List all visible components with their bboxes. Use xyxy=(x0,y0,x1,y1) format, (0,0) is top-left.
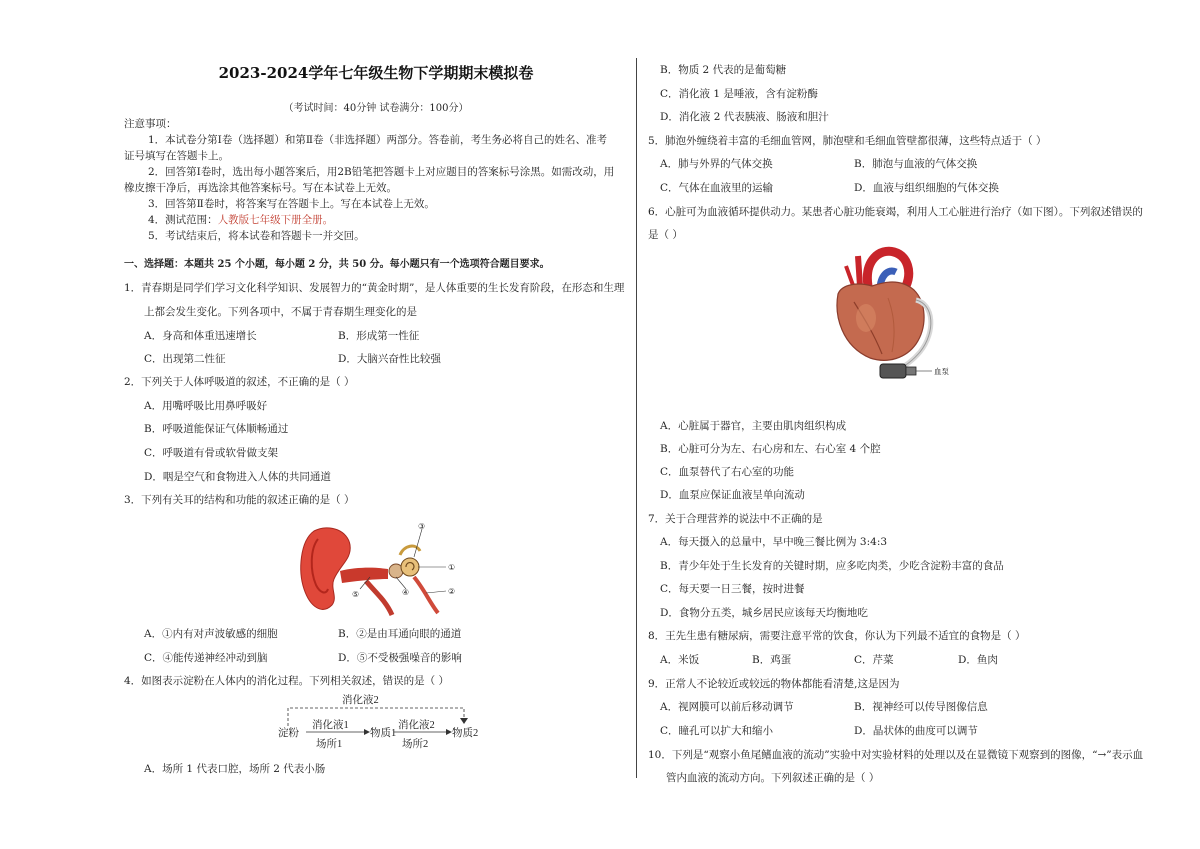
q5-option-a: A．肺与外界的气体交换 xyxy=(660,158,773,170)
q5-stem: 5．肺泡外缠绕着丰富的毛细血管网，肺泡壁和毛细血管壁都很薄，这些特点适于（ ） xyxy=(648,135,1047,147)
q1-option-b: B．形成第一性征 xyxy=(338,330,420,342)
q5-option-d: D．血液与组织细胞的气体交换 xyxy=(854,182,999,194)
q1-stem-cont: 上都会发生变化。下列各项中，不属于青春期生理变化的是 xyxy=(144,306,417,318)
ear-label-2: ② xyxy=(448,587,456,596)
q5-option-b: B．肺泡与血液的气体交换 xyxy=(854,158,978,170)
q9-option-d: D．晶状体的曲度可以调节 xyxy=(854,725,978,737)
ear-label-5: ⑤ xyxy=(352,590,360,599)
q2-option-c: C．呼吸道有骨或软骨做支架 xyxy=(144,447,279,459)
q5-option-c: C．气体在血液里的运输 xyxy=(660,182,774,194)
q10-stem-cont: 管内血液的流动方向。下列叙述正确的是（ ） xyxy=(666,772,880,784)
note-2-cont: 橡皮擦干净后，再选涂其他答案标号。写在本试卷上无效。 xyxy=(124,182,397,194)
note-4 xyxy=(148,213,333,227)
flow-liquid-2: 消化液2 xyxy=(398,720,435,731)
ear-label-1: ① xyxy=(448,563,456,572)
q9-option-c: C．瞳孔可以扩大和缩小 xyxy=(660,725,774,737)
q4-option-b: B．物质 2 代表的是葡萄糖 xyxy=(660,64,787,76)
ear-diagram xyxy=(296,519,476,619)
q6-stem-cont: 是（ ） xyxy=(648,229,683,241)
q1-option-a: A．身高和体重迅速增长 xyxy=(144,330,257,342)
q7-option-a: A．每天摄入的总量中，早中晚三餐比例为 3:4:3 xyxy=(660,536,888,548)
q8-option-a: A．米饭 xyxy=(660,654,700,666)
flow-place-1: 场所1 xyxy=(316,739,343,750)
q10-stem: 10．下列是“观察小鱼尾鳍血液的流动”实验中对实验材料的处理以及在显微镜下观察到的图像，“→”表示血 xyxy=(648,749,1144,761)
q3-option-a: A．①内有对声波敏感的细胞 xyxy=(144,628,278,640)
note-2: 2．回答第Ⅰ卷时，选出每小题答案后，用2B铅笔把答题卡上对应题目的答案标号涂黑。如需改动，用 xyxy=(148,166,615,178)
exam-info: （考试时间：40分钟 试卷满分：100分） xyxy=(283,103,469,114)
q6-option-d: D．血泵应保证血液呈单向流动 xyxy=(660,489,805,501)
q1-stem: 1．青春期是同学们学习文化科学知识、发展智力的“黄金时期”，是人体重要的生长发育阶段，在形态和生理 xyxy=(124,282,625,294)
q8-option-c: C．芹菜 xyxy=(854,654,894,666)
q2-option-b: B．呼吸道能保证气体顺畅通过 xyxy=(144,423,289,435)
q2-stem: 2．下列关于人体呼吸道的叙述，不正确的是（ ） xyxy=(124,376,355,388)
q7-option-b: B．青少年处于生长发育的关键时期，应多吃肉类，少吃含淀粉丰富的食品 xyxy=(660,560,1004,572)
ear-label-3: ③ xyxy=(418,522,426,531)
page-title: 2023-2024学年七年级生物下学期期末模拟卷 xyxy=(218,64,534,82)
q9-option-b: B．视神经可以传导图像信息 xyxy=(854,701,988,713)
q4-option-c: C．消化液 1 是唾液，含有淀粉酶 xyxy=(660,88,818,100)
q3-stem: 3．下列有关耳的结构和功能的叙述正确的是（ ） xyxy=(124,494,355,506)
q7-option-d: D．食物分五类，城乡居民应该每天均衡地吃 xyxy=(660,607,868,619)
q6-option-c: C．血泵替代了右心室的功能 xyxy=(660,466,795,478)
q7-stem: 7．关于合理营养的说法中不正确的是 xyxy=(648,513,823,525)
artificial-heart-diagram xyxy=(824,246,964,384)
note-5: 5．考试结束后，将本试卷和答题卡一并交回。 xyxy=(148,230,365,242)
flow-starch: 淀粉 xyxy=(278,728,299,739)
notes-heading: 注意事项： xyxy=(124,118,177,130)
q9-option-a: A．视网膜可以前后移动调节 xyxy=(660,701,794,713)
q3-option-c: C．④能传递神经冲动到脑 xyxy=(144,652,268,664)
q1-option-d: D．大脑兴奋性比较强 xyxy=(338,353,441,365)
q4-option-a: A．场所 1 代表口腔，场所 2 代表小肠 xyxy=(144,763,326,775)
test-scope: 人教版七年级下册全册。 xyxy=(217,214,334,226)
flow-top-label: 消化液2 xyxy=(342,695,379,706)
ear-label-4: ④ xyxy=(402,588,410,597)
q8-option-b: B．鸡蛋 xyxy=(752,654,792,666)
flow-liquid-1: 消化液1 xyxy=(312,720,349,731)
digestion-flow-diagram xyxy=(274,690,494,752)
q3-option-b: B．②是由耳通向眼的通道 xyxy=(338,628,462,640)
q6-stem: 6．心脏可为血液循环提供动力。某患者心脏功能衰竭，利用人工心脏进行治疗（如下图）。下列叙述错误的 xyxy=(648,206,1143,218)
q7-option-c: C．每天要一日三餐，按时进餐 xyxy=(660,583,805,595)
q1-option-c: C．出现第二性征 xyxy=(144,353,226,365)
flow-place-2: 场所2 xyxy=(402,739,429,750)
q4-option-d: D．消化液 2 代表胰液、肠液和胆汁 xyxy=(660,111,829,123)
q8-option-d: D．鱼肉 xyxy=(958,654,998,666)
q9-stem: 9．正常人不论较近或较远的物体都能看清楚,这是因为 xyxy=(648,678,900,690)
q6-option-a: A．心脏属于器官，主要由肌肉组织构成 xyxy=(660,420,847,432)
column-divider xyxy=(636,58,637,778)
q3-option-d: D．⑤不受极强噪音的影响 xyxy=(338,652,462,664)
q2-option-d: D．咽是空气和食物进入人体的共同通道 xyxy=(144,471,331,483)
flow-substance-2: 物质2 xyxy=(452,728,479,739)
q8-stem: 8．王先生患有糖尿病，需要注意平常的饮食，你认为下列最不适宜的食物是（ ） xyxy=(648,630,1026,642)
flow-substance-1: 物质1 xyxy=(370,728,397,739)
section-heading: 一、选择题：本题共 25 个小题，每小题 2 分，共 50 分。每小题只有一个选项符合题目要求。 xyxy=(124,259,550,270)
pump-label: 血泵 xyxy=(934,367,949,376)
q6-option-b: B．心脏可分为左、右心房和左、右心室 4 个腔 xyxy=(660,443,881,455)
note-1: 1．本试卷分第Ⅰ卷（选择题）和第Ⅱ卷（非选择题）两部分。答卷前，考生务必将自己的姓名、准考 xyxy=(148,134,607,146)
note-1-cont: 证号填写在答题卡上。 xyxy=(124,150,229,162)
q2-option-a: A．用嘴呼吸比用鼻呼吸好 xyxy=(144,400,268,412)
note-4-label: 4．测试范围： xyxy=(148,214,218,226)
q4-stem: 4．如图表示淀粉在人体内的消化过程。下列相关叙述，错误的是（ ） xyxy=(124,675,450,687)
note-3: 3．回答第Ⅱ卷时，将答案写在答题卡上。写在本试卷上无效。 xyxy=(148,198,435,210)
